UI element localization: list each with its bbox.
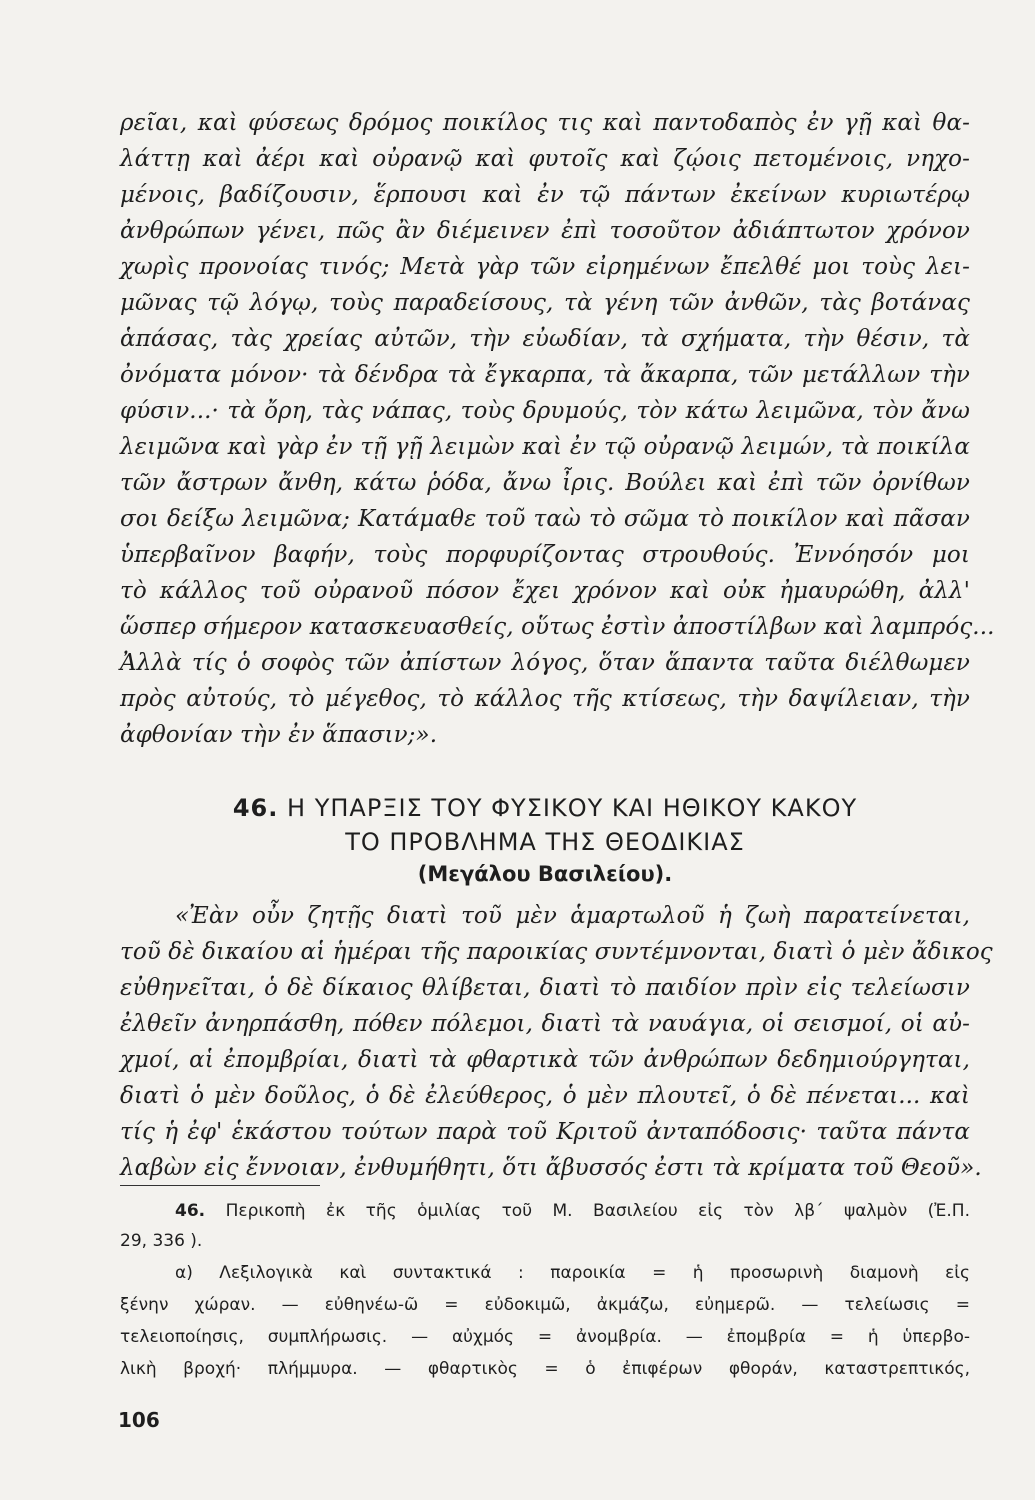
glossary-line: τελειοποίησις, συμπλήρωσις. — αὐχμός = ἀνομβρία. — ἐπομβρία = ἡ ὑπερβο- xyxy=(120,1327,970,1347)
body-text-line: ρεῖαι, καὶ φύσεως δρόμος ποικίλος τις καὶ παντοδαπὸς ἐν γῇ καὶ θα- xyxy=(120,110,970,136)
body-text-line: τὸ κάλλος τοῦ οὐρανοῦ πόσον ἔχει χρόνον καὶ οὐκ ἠμαυρώθη, ἀλλ' xyxy=(120,578,970,604)
body-text-line: ἁπάσας, τὰς χρείας αὐτῶν, τὴν εὐωδίαν, τὰ σχήματα, τὴν θέσιν, τὰ xyxy=(120,326,970,352)
body-text-line: φύσιν...· τὰ ὄρη, τὰς νάπας, τοὺς δρυμούς, τὸν κάτω λειμῶνα, τὸν ἄνω xyxy=(120,398,970,424)
body-text-line: ὀνόματα μόνον· τὰ δένδρα τὰ ἔγκαρπα, τὰ ἄκαρπα, τῶν μετάλλων τὴν xyxy=(120,362,970,388)
section-number: 46. xyxy=(232,794,279,822)
body-text-line: τῶν ἄστρων ἄνθη, κάτω ῥόδα, ἄνω ἶρις. Βούλει καὶ ἐπὶ τῶν ὀρνίθων xyxy=(120,470,970,496)
body-text-line: ἀνθρώπων γένει, πῶς ἂν διέμεινεν ἐπὶ τοσοῦτον ἀδιάπτωτον χρόνον xyxy=(120,218,970,244)
quote-line: ἐλθεῖν ἀνηρπάσθη, πόθεν πόλεμοι, διατὶ τὰ ναυάγια, οἱ σεισμοί, οἱ αὐ- xyxy=(120,1011,970,1037)
body-text-line: ὥσπερ σήμερον κατασκευασθείς, οὕτως ἐστὶν ἀποστίλβων καὶ λαμπρός... xyxy=(120,614,995,640)
quote-line: χμοί, αἱ ἐπομβρίαι, διατὶ τὰ φθαρτικὰ τῶν ἀνθρώπων δεδημιούργηται, xyxy=(120,1047,970,1073)
body-text-line: Ἀλλὰ τίς ὁ σοφὸς τῶν ἀπίστων λόγος, ὅταν ἅπαντα ταῦτα διέλθωμεν xyxy=(120,650,970,676)
quote-line: εὐθηνεῖται, ὁ δὲ δίκαιος θλίβεται, διατὶ τὸ παιδίον πρὶν εἰς τελείωσιν xyxy=(120,975,970,1001)
body-text-line: ὑπερβαῖνον βαφήν, τοὺς πορφυρίζοντας στρουθούς. Ἐννόησόν μοι xyxy=(120,542,970,568)
glossary-line: α) Λεξιλογικὰ καὶ συντακτικά : παροικία = ἡ προσωρινὴ διαμονὴ εἰς xyxy=(175,1263,970,1283)
glossary-line: λικὴ βροχή· πλήμμυρα. — φθαρτικὸς = ὁ ἐπιφέρων φθοράν, καταστρεπτικός, xyxy=(120,1359,970,1379)
page-number: 106 xyxy=(118,1408,160,1432)
quote-line: τίς ἡ ἐφ' ἑκάστου τούτων παρὰ τοῦ Κριτοῦ ἀνταπόδοσις· ταῦτα πάντα xyxy=(120,1119,970,1145)
footnote-text: Περικοπὴ ἐκ τῆς ὁμιλίας τοῦ Μ. Βασιλείου εἰς τὸν λβ΄ ψαλμὸν (Ἐ.Π. xyxy=(225,1201,970,1221)
body-text-line: πρὸς αὐτούς, τὸ μέγεθος, τὸ κάλλος τῆς κτίσεως, τὴν δαψίλειαν, τὴν xyxy=(120,686,970,712)
glossary-line: ξένην χώραν. — εὐθηνέω-ῶ = εὐδοκιμῶ, ἀκμάζω, εὐημερῶ. — τελείωσις = xyxy=(120,1295,970,1315)
quote-line: διατὶ ὁ μὲν δοῦλος, ὁ δὲ ἐλεύθερος, ὁ μὲν πλουτεῖ, ὁ δὲ πένεται... καὶ xyxy=(120,1083,970,1109)
quote-line: «Ἐὰν οὖν ζητῇς διατὶ τοῦ μὲν ἁμαρτωλοῦ ἡ ζωὴ παρατείνεται, xyxy=(175,903,970,929)
section-attribution: (Μεγάλου Βασιλείου). xyxy=(417,862,673,886)
quote-line: λαβὼν εἰς ἔννοιαν, ἐνθυμήθητι, ὅτι ἄβυσσός ἐστι τὰ κρίματα τοῦ Θεοῦ». xyxy=(120,1155,982,1181)
section-title-line1 xyxy=(120,796,970,820)
body-text-line: μῶνας τῷ λόγῳ, τοὺς παραδείσους, τὰ γένη τῶν ἀνθῶν, τὰς βοτάνας xyxy=(120,290,970,316)
body-text-line: λάττῃ καὶ ἀέρι καὶ οὐρανῷ καὶ φυτοῖς καὶ ζῴοις πετομένοις, νηχο- xyxy=(120,146,970,172)
footnote-line: 29, 336 ). xyxy=(120,1231,203,1251)
body-text-line: λειμῶνα καὶ γὰρ ἐν τῇ γῇ λειμὼν καὶ ἐν τῷ οὐρανῷ λειμών, τὰ ποικίλα xyxy=(120,434,970,460)
footnote-divider xyxy=(120,1185,320,1186)
body-text-line: ἀφθονίαν τὴν ἐν ἅπασιν;». xyxy=(120,722,438,748)
footnote-line xyxy=(175,1203,970,1220)
section-title-text: Η ΥΠΑΡΞΙΣ ΤΟΥ ΦΥΣΙΚΟΥ ΚΑΙ ΗΘΙΚΟΥ ΚΑΚΟΥ xyxy=(287,794,858,822)
footnote-number: 46. xyxy=(175,1201,206,1221)
body-text-line: μένοις, βαδίζουσιν, ἕρπουσι καὶ ἐν τῷ πάντων ἐκείνων κυριωτέρῳ xyxy=(120,182,970,208)
body-text-line: χωρὶς προνοίας τινός; Μετὰ γὰρ τῶν εἰρημένων ἔπελθέ μοι τοὺς λει- xyxy=(120,254,970,280)
section-title-line2: ΤΟ ΠΡΟΒΛΗΜΑ ΤΗΣ ΘΕΟΔΙΚΙΑΣ xyxy=(345,828,745,856)
quote-line: τοῦ δὲ δικαίου αἱ ἡμέραι τῆς παροικίας συντέμνονται, διατὶ ὁ μὲν ἄδικος xyxy=(120,939,993,965)
body-text-line: σοι δείξω λειμῶνα; Κατάμαθε τοῦ ταὼ τὸ σῶμα τὸ ποικίλον καὶ πᾶσαν xyxy=(120,506,970,532)
